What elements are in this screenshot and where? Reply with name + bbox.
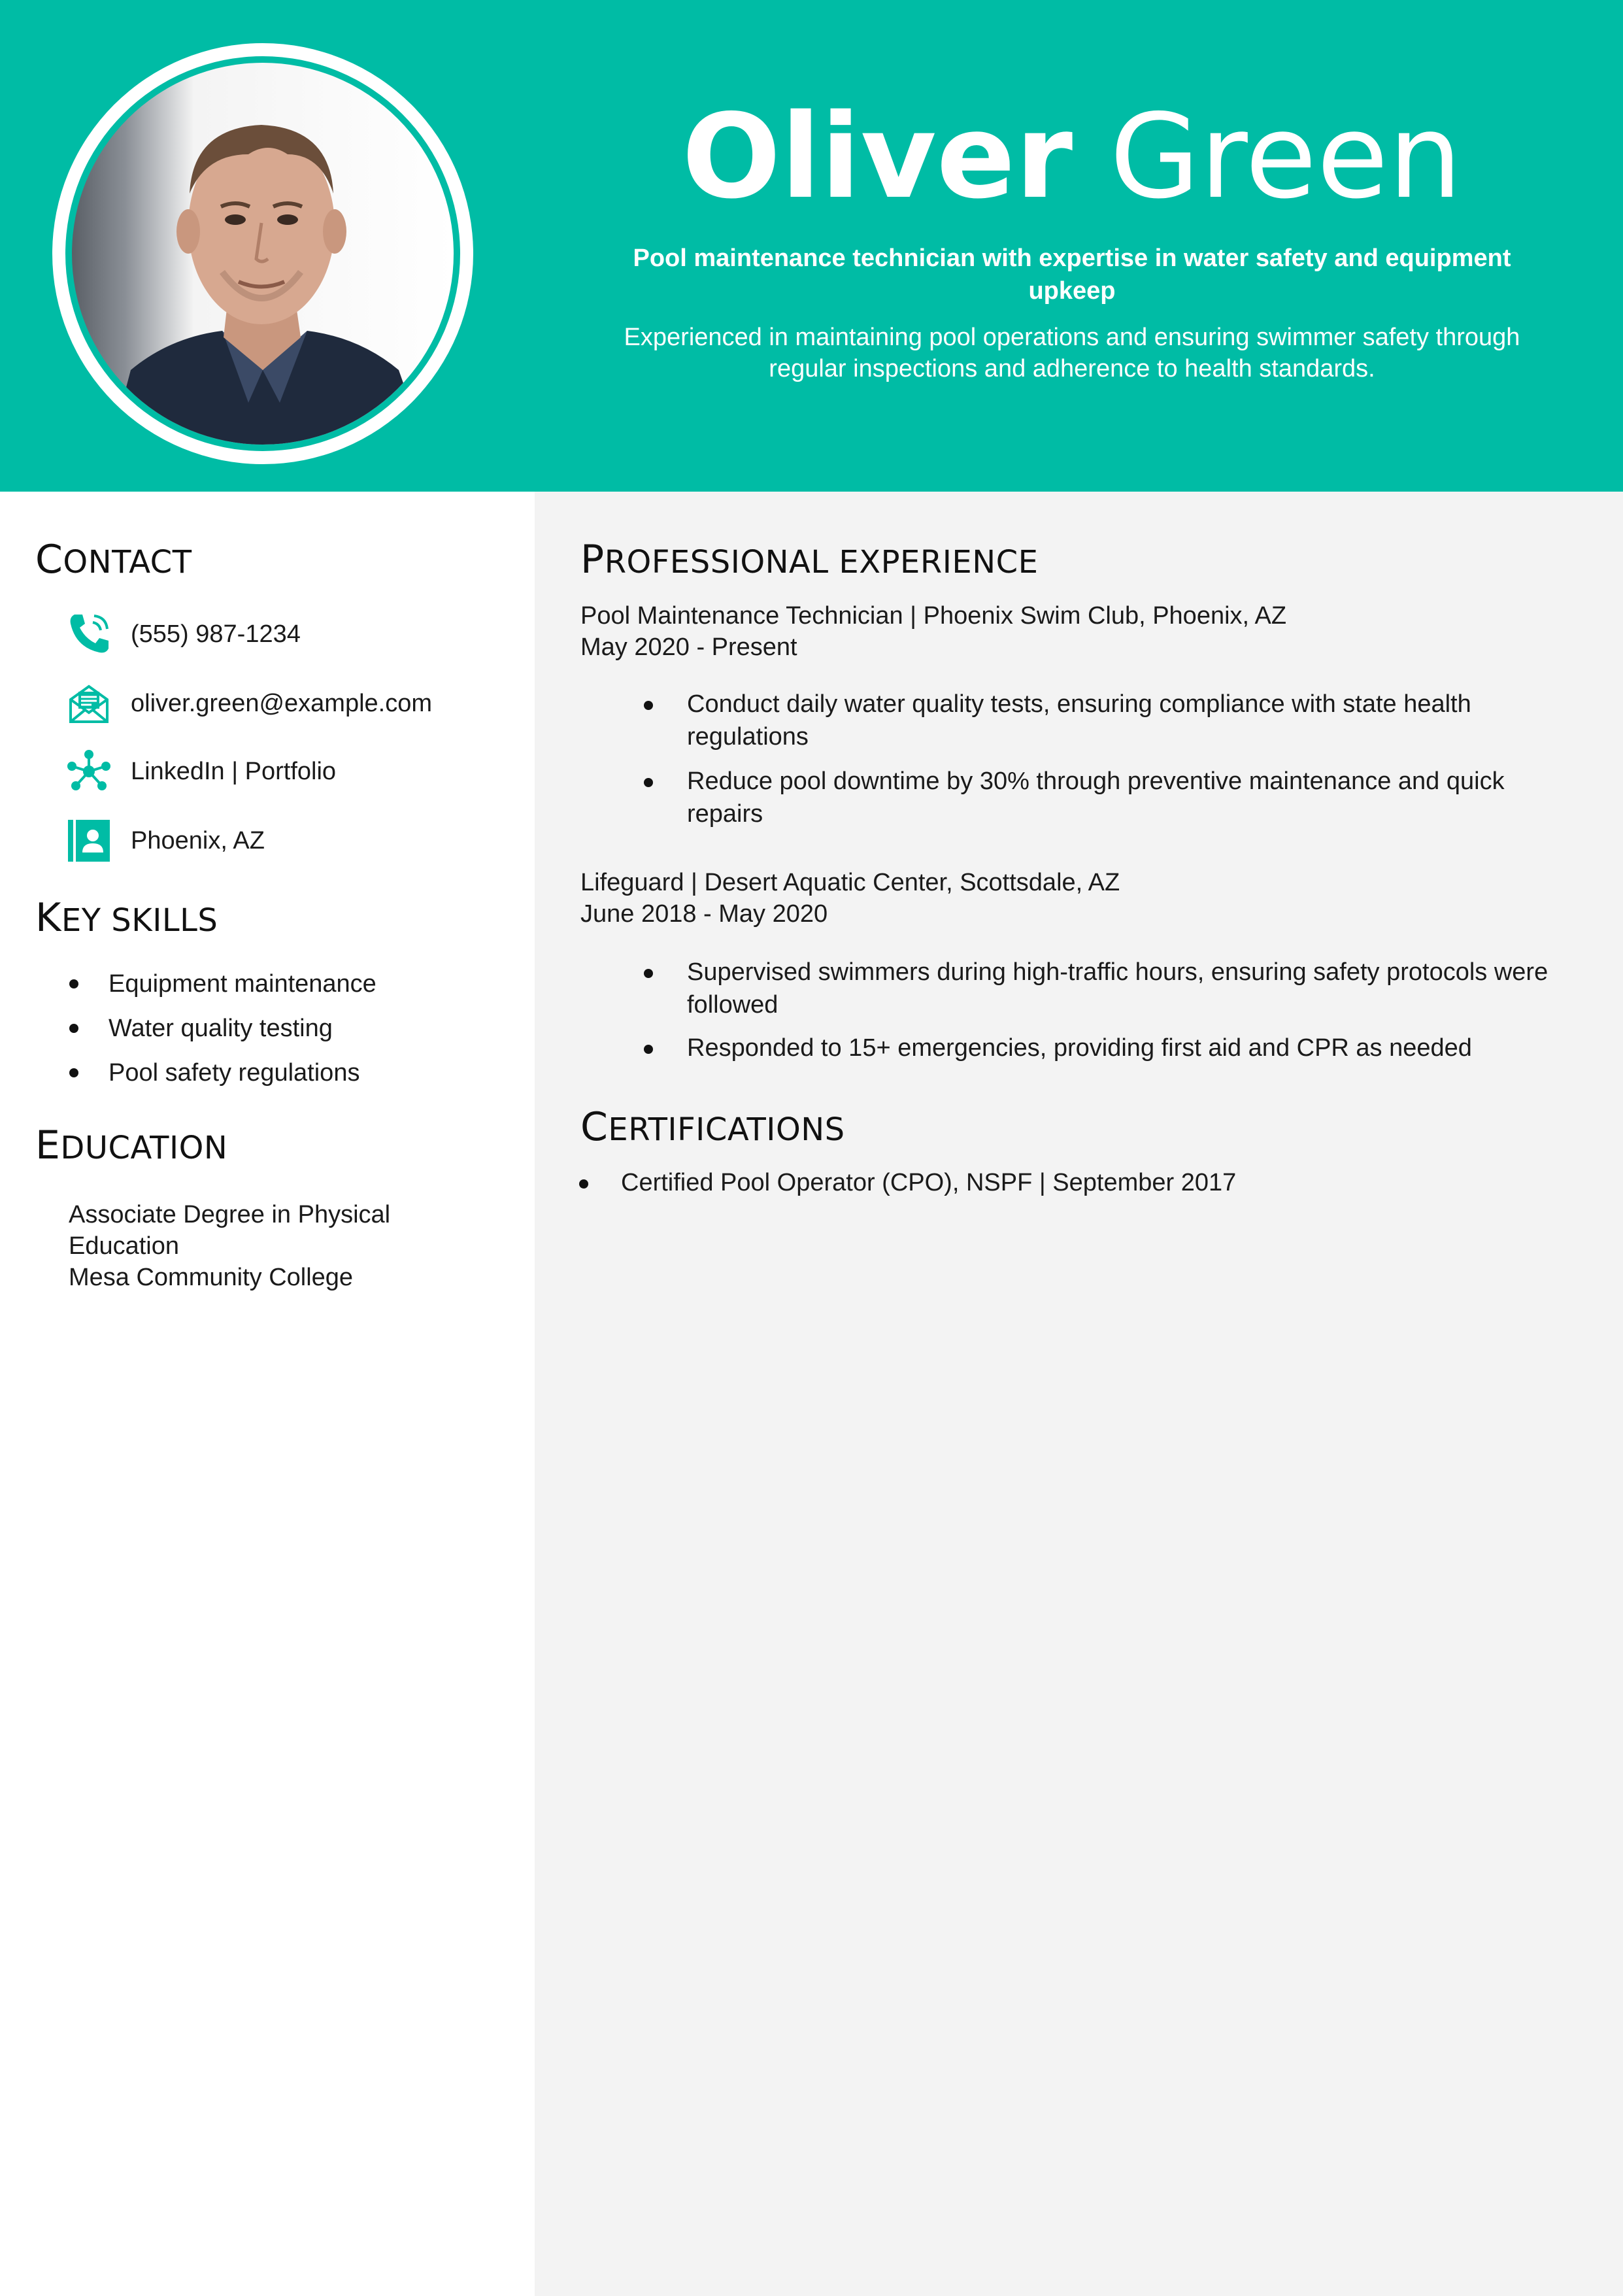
network-icon <box>65 748 112 795</box>
job-dates: May 2020 - Present <box>580 633 797 661</box>
job-dates: June 2018 - May 2020 <box>580 900 828 928</box>
summary: Experienced in maintaining pool operations and ensuring swimmer safety through regular inspections and adherence to health standards. <box>624 324 1520 382</box>
candidate-name <box>588 89 1556 224</box>
phone-number[interactable]: (555) 987-1234 <box>131 620 301 648</box>
experience-heading: PROFESSIONAL EXPERIENCE <box>580 537 1039 582</box>
contact-phone <box>65 608 523 660</box>
certifications-heading: CERTIFICATIONS <box>580 1104 845 1150</box>
contact-location <box>65 815 523 867</box>
education-school: Mesa Community College <box>69 1264 354 1291</box>
job-title: Lifeguard | Desert Aquatic Center, Scottsdale, AZ <box>580 869 1120 896</box>
email-icon <box>65 680 112 727</box>
contact-heading: CONTACT <box>35 537 192 582</box>
job-title: Pool Maintenance Technician | Phoenix Swim Club, Phoenix, AZ <box>580 602 1287 630</box>
contact-email <box>65 677 523 730</box>
profile-photo-frame <box>52 43 473 464</box>
first-name: Oliver <box>682 89 1073 224</box>
education-degree: Associate Degree in Physical Education <box>69 1201 391 1260</box>
location: Phoenix, AZ <box>131 827 265 854</box>
profile-photo <box>72 63 454 445</box>
skills-heading: KEY SKILLS <box>35 895 218 941</box>
phone-icon <box>65 611 112 658</box>
social-links[interactable]: LinkedIn | Portfolio <box>131 758 337 785</box>
resume-header <box>0 0 1623 492</box>
email-address[interactable]: oliver.green@example.com <box>131 690 433 717</box>
contact-links <box>65 745 523 798</box>
address-book-icon <box>65 817 112 864</box>
tagline: Pool maintenance technician with expertise in water safety and equipment upkeep <box>633 245 1511 305</box>
main-content <box>535 492 1623 2296</box>
last-name: Green <box>1109 89 1462 224</box>
education-heading: EDUCATION <box>35 1123 228 1168</box>
